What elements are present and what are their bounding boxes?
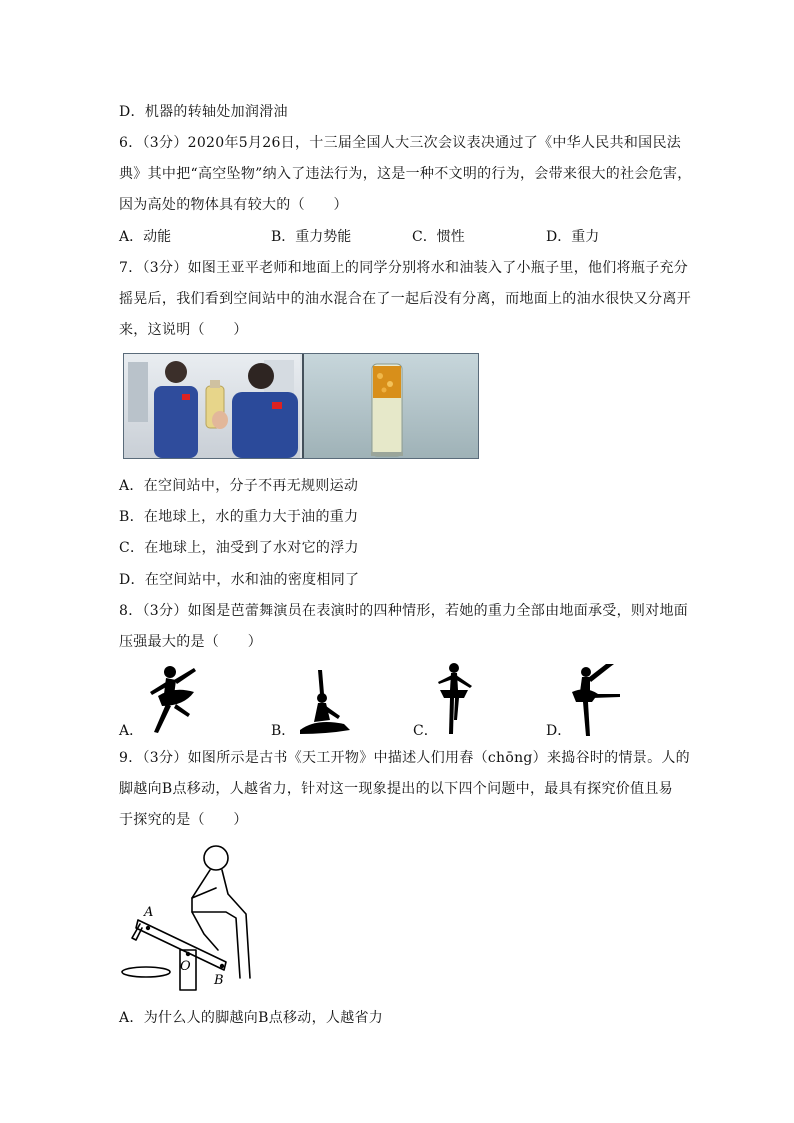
lever-mortar-figure bbox=[118, 838, 258, 994]
point-o-label: O bbox=[180, 959, 191, 974]
q9-option-a: A．为什么人的脚越向B点移动，人越省力 bbox=[119, 1010, 384, 1026]
q9-stem-line3: 于探究的是（ ） bbox=[119, 812, 248, 828]
q6-option-a: A．动能 bbox=[119, 229, 172, 245]
q8-label-b: B． bbox=[271, 723, 296, 739]
q7-option-c: C．在地球上，油受到了水对它的浮力 bbox=[119, 540, 359, 556]
q7-option-d: D．在空间站中，水和油的密度相同了 bbox=[119, 572, 360, 588]
ballerina-b-icon bbox=[296, 668, 354, 738]
ballerina-c-icon bbox=[432, 660, 476, 738]
q6-stem-line1: 6．（3分）2020年5月26日，十三届全国人大三次会议表决通过了《中华人民共和国民法 bbox=[119, 135, 682, 151]
q7-stem-line1: 7．（3分）如图王亚平老师和地面上的同学分别将水和油装入了小瓶子里，他们将瓶子充分 bbox=[119, 260, 689, 276]
q7-stem-line2: 摇晃后，我们看到空间站中的油水混合在了一起后没有分离，而地面上的油水很快又分离开 bbox=[119, 291, 691, 307]
q8-label-a: A． bbox=[119, 723, 144, 739]
point-b-label: B bbox=[214, 973, 224, 988]
q5-option-d: D．机器的转轴处加润滑油 bbox=[119, 104, 288, 120]
point-a-label: A bbox=[144, 905, 154, 920]
q8-stem-line1: 8．（3分）如图是芭蕾舞演员在表演时的四种情形，若她的重力全部由地面承受，则对地面 bbox=[119, 603, 689, 619]
q8-label-d: D． bbox=[546, 723, 572, 739]
q6-option-c: C．惯性 bbox=[412, 229, 465, 245]
q6-stem-line2: 典》其中把“高空坠物”纳入了违法行为，这是一种不文明的行为，会带来很大的社会危害， bbox=[119, 166, 692, 182]
q6-option-b: B．重力势能 bbox=[271, 229, 352, 245]
q7-photo bbox=[123, 353, 479, 459]
q9-stem-line1: 9．（3分）如图所示是古书《天工开物》中描述人们用舂（chōng）来捣谷时的情景。人的 bbox=[119, 750, 690, 766]
q8-stem-line2: 压强最大的是（ ） bbox=[119, 634, 262, 650]
q8-label-c: C． bbox=[413, 723, 438, 739]
ballerina-a-icon bbox=[140, 662, 202, 736]
q9-stem-line2: 脚越向B点移动，人越省力，针对这一现象提出的以下四个问题中，最具有探究价值且易 bbox=[119, 781, 673, 797]
q7-stem-line3: 来，这说明（ ） bbox=[119, 322, 248, 338]
q7-option-b: B．在地球上，水的重力大于油的重力 bbox=[119, 509, 359, 525]
q6-option-d: D．重力 bbox=[546, 229, 600, 245]
q6-stem-line3: 因为高处的物体具有较大的（ ） bbox=[119, 197, 348, 213]
q7-option-a: A．在空间站中，分子不再无规则运动 bbox=[119, 478, 359, 494]
space-station-oil-water-photo bbox=[124, 354, 478, 458]
ballerina-d-icon bbox=[568, 658, 626, 738]
